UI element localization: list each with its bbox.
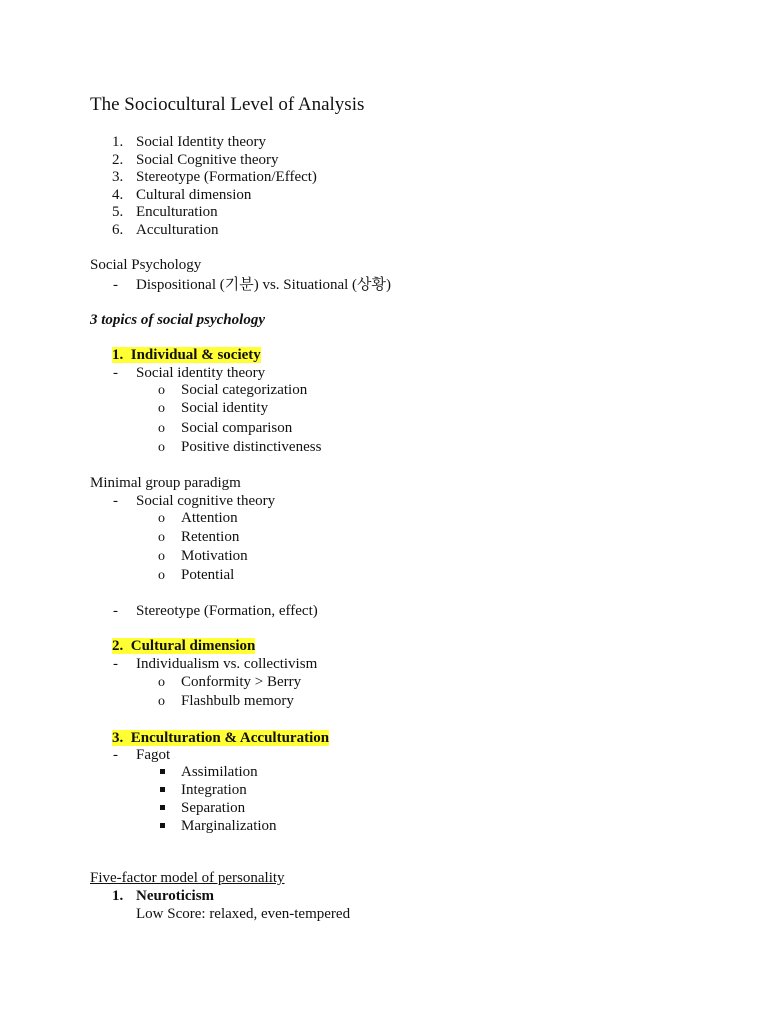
overview-num: 3. bbox=[112, 169, 124, 185]
dash-marker: - bbox=[113, 747, 118, 763]
list-item: Low Score: relaxed, even-tempered bbox=[136, 906, 351, 922]
square-bullet-icon bbox=[160, 787, 165, 792]
topic-num: 1. bbox=[112, 888, 124, 904]
list-item: Motivation bbox=[181, 548, 248, 564]
overview-item: Social Identity theory bbox=[136, 134, 266, 150]
overview-num: 1. bbox=[112, 134, 124, 150]
topic-title: Neuroticism bbox=[136, 888, 215, 904]
list-item: Social identity bbox=[181, 400, 269, 416]
square-bullet-icon bbox=[160, 769, 165, 774]
topic-num: 3. bbox=[112, 730, 124, 746]
topic-heading bbox=[112, 637, 255, 655]
section-heading: Minimal group paradigm bbox=[90, 475, 241, 491]
list-item: Dispositional (기분) vs. Situational (상황) bbox=[136, 277, 392, 293]
section-heading: Five-factor model of personality bbox=[90, 870, 285, 886]
bullet-marker: o bbox=[158, 675, 165, 690]
list-item: Assimilation bbox=[181, 764, 258, 780]
bullet-marker: o bbox=[158, 383, 165, 398]
topic-num: 2. bbox=[112, 638, 124, 654]
list-item: Integration bbox=[181, 782, 247, 798]
overview-num: 4. bbox=[112, 187, 124, 203]
overview-item: Stereotype (Formation/Effect) bbox=[136, 169, 317, 185]
section-heading: 3 topics of social psychology bbox=[90, 312, 265, 328]
list-item: Conformity > Berry bbox=[181, 674, 302, 690]
list-item: Social cognitive theory bbox=[136, 493, 276, 509]
overview-num: 6. bbox=[112, 222, 124, 238]
list-item: Separation bbox=[181, 800, 246, 816]
topic-title: Individual & society bbox=[130, 347, 261, 363]
list-item: Positive distinctiveness bbox=[181, 439, 322, 455]
bullet-marker: o bbox=[158, 401, 165, 416]
list-item: Fagot bbox=[136, 747, 171, 763]
dash-marker: - bbox=[113, 493, 118, 509]
list-item: Marginalization bbox=[181, 818, 277, 834]
dash-marker: - bbox=[113, 603, 118, 619]
overview-num: 2. bbox=[112, 152, 124, 168]
square-bullet-icon bbox=[160, 805, 165, 810]
list-item: Individualism vs. collectivism bbox=[136, 656, 318, 672]
bullet-marker: o bbox=[158, 568, 165, 583]
dash-marker: - bbox=[113, 365, 118, 381]
dash-marker: - bbox=[113, 277, 118, 293]
square-bullet-icon bbox=[160, 823, 165, 828]
bullet-marker: o bbox=[158, 511, 165, 526]
bullet-marker: o bbox=[158, 421, 165, 436]
list-item: Potential bbox=[181, 567, 235, 583]
overview-item: Acculturation bbox=[136, 222, 219, 238]
bullet-marker: o bbox=[158, 694, 165, 709]
page-title: The Sociocultural Level of Analysis bbox=[90, 94, 365, 115]
overview-item: Cultural dimension bbox=[136, 187, 252, 203]
topic-title: Cultural dimension bbox=[130, 638, 256, 654]
topic-title: Enculturation & Acculturation bbox=[130, 730, 330, 746]
list-item: Flashbulb memory bbox=[181, 693, 294, 709]
overview-item: Enculturation bbox=[136, 204, 218, 220]
list-item: Retention bbox=[181, 529, 240, 545]
topic-heading bbox=[112, 346, 261, 364]
dash-marker: - bbox=[113, 656, 118, 672]
list-item: Stereotype (Formation, effect) bbox=[136, 603, 318, 619]
list-item: Social comparison bbox=[181, 420, 293, 436]
bullet-marker: o bbox=[158, 440, 165, 455]
topic-heading bbox=[112, 729, 329, 747]
bullet-marker: o bbox=[158, 549, 165, 564]
list-item: Social categorization bbox=[181, 382, 308, 398]
topic-num: 1. bbox=[112, 347, 124, 363]
overview-num: 5. bbox=[112, 204, 124, 220]
list-item: Social identity theory bbox=[136, 365, 266, 381]
section-heading: Social Psychology bbox=[90, 257, 202, 273]
overview-item: Social Cognitive theory bbox=[136, 152, 279, 168]
list-item: Attention bbox=[181, 510, 238, 526]
bullet-marker: o bbox=[158, 530, 165, 545]
